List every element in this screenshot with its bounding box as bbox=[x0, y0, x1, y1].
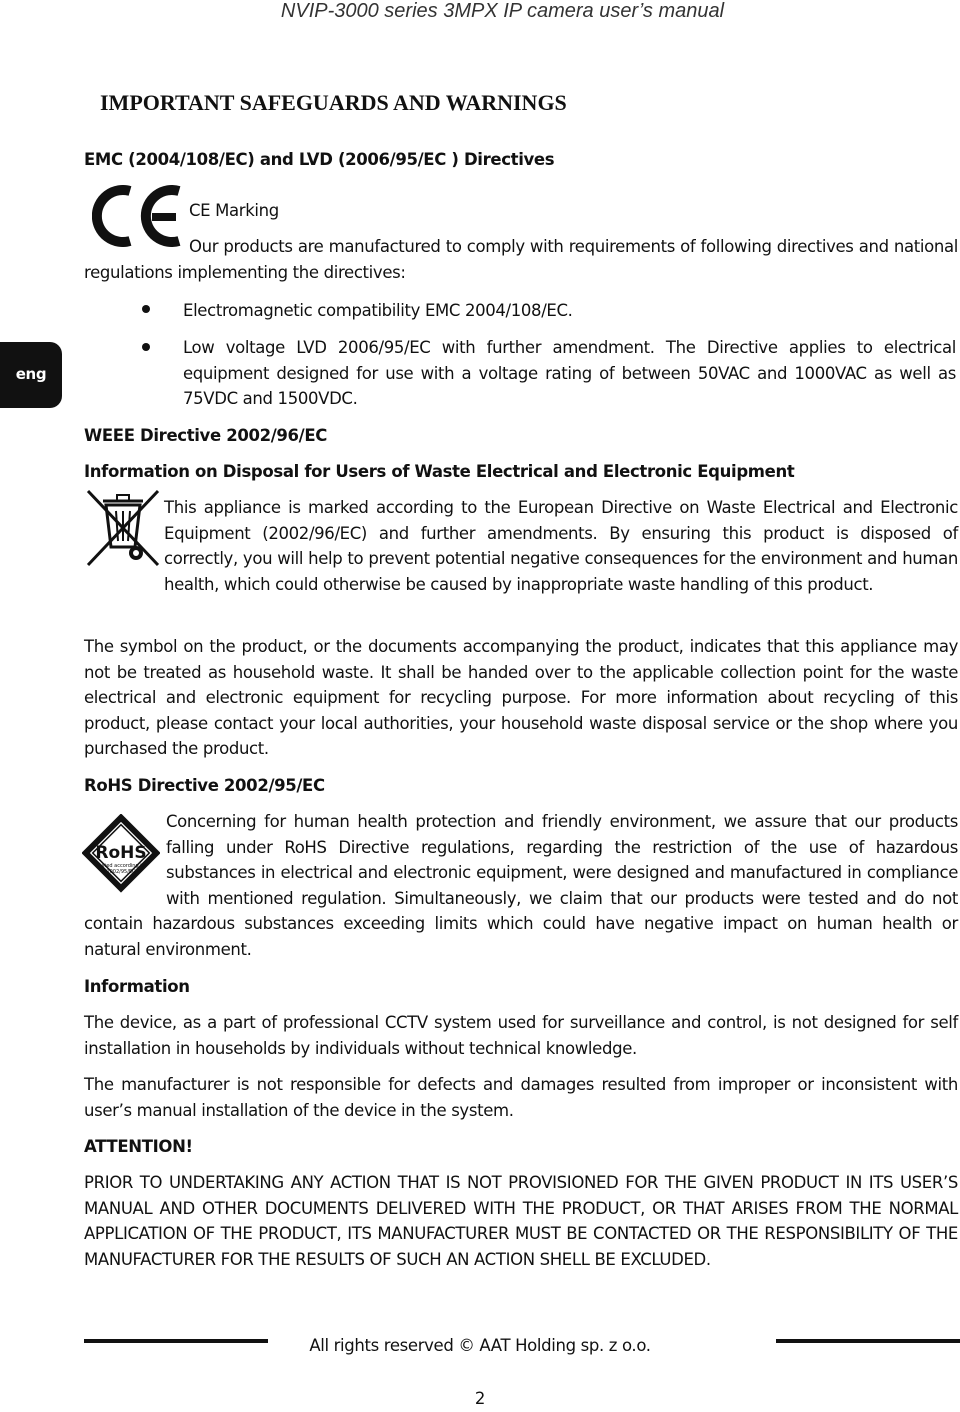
bullet-item-lvd: Low voltage LVD 2006/95/EC with further amendment. The Directive applies to electrical equipment designed for use with a voltage rating of between 50VAC and 1000VAC as well as 75VDC and 1500VDC. bbox=[183, 338, 956, 409]
information-heading: Information bbox=[84, 977, 190, 996]
weee-icon-wrap-spacer bbox=[84, 495, 164, 572]
rohs-logo-text: RoHS bbox=[95, 843, 147, 863]
rohs-heading: RoHS Directive 2002/95/EC bbox=[84, 776, 325, 795]
weee-paragraph-2: The symbol on the product, or the documents accompanying the product, indicates that this appliance may not be treated as household waste. It shall be handed over to the applicable collection point for the waste electrical and electronic equipment for recycling purpose. For more information about recycling of this product, please contact your local authorities, your household waste disposal service or the shop where you purchased the product. bbox=[84, 637, 958, 759]
information-paragraph-1: The device, as a part of professional CCTV system used for surveillance and control, is not designed for self installation in households by individuals without technical knowledge. bbox=[84, 1013, 958, 1058]
rohs-logo-small-1: tested according to bbox=[96, 863, 146, 869]
language-tab: eng bbox=[0, 342, 62, 408]
weee-paragraph-1-text: This appliance is marked according to the European Directive on Waste Electrical and Electronic Equipment (2002/96/EC) and further amendments. By ensuring this product is disposed of correctly, you will help to prevent potential negative consequences for the environment and human health, which could otherwise be caused by inappropriate waste handling of this product. bbox=[164, 498, 958, 594]
rohs-icon-wrap-spacer bbox=[84, 809, 166, 909]
emc-heading: EMC (2004/108/EC) and LVD (2006/95/EC ) Directives bbox=[84, 150, 555, 169]
attention-paragraph: PRIOR TO UNDERTAKING ANY ACTION THAT IS NOT PROVISIONED FOR THE GIVEN PRODUCT IN ITS USER’S MANUAL AND OTHER DOCUMENTS DELIVERED WITH THE PRODUCT, OR THAT ARISES FROM THE NORMAL APPLICATION OF THE PRODUCT, ITS MANUFACTURER MUST BE CONTACTED OR THE RESPONSIBILITY OF THE MANUFACTURER FOR THE RESULTS OF SUCH AN ACTION SHELL BE EXCLUDED. bbox=[84, 1173, 958, 1269]
emc-intro: Our products are manufactured to comply with requirements of following directives and national regulations implementing the directives: bbox=[84, 237, 958, 282]
rohs-logo-small-2: 2002/95/EC bbox=[106, 869, 136, 875]
weee-heading: WEEE Directive 2002/96/EC bbox=[84, 426, 328, 445]
manual-title: NVIP-3000 series 3MPX IP camera user’s manual bbox=[280, 0, 725, 22]
weee-paragraph-1 bbox=[84, 495, 958, 597]
footer-rights: All rights reserved © AAT Holding sp. z o.o. bbox=[309, 1336, 651, 1355]
information-paragraph-2: The manufacturer is not responsible for defects and damages resulted from improper or inconsistent with user’s manual installation of the device in the system. bbox=[84, 1075, 958, 1120]
attention-heading: ATTENTION! bbox=[84, 1137, 193, 1156]
page-number: 2 bbox=[474, 1389, 486, 1408]
ce-marking-label: CE Marking bbox=[189, 201, 279, 220]
weee-subheading: Information on Disposal for Users of Waste Electrical and Electronic Equipment bbox=[84, 462, 795, 481]
rohs-paragraph bbox=[84, 809, 958, 963]
page-title: IMPORTANT SAFEGUARDS AND WARNINGS bbox=[100, 90, 567, 115]
bullet-item-emc: Electromagnetic compatibility EMC 2004/108/EC. bbox=[183, 301, 573, 320]
rohs-paragraph-text: Concerning for human health protection and friendly environment, we assure that our products falling under RoHS Directive regulations, regarding the restriction of the use of hazardous substances in electrical and electronic equipment, were designed and manufactured in compliance with mentioned regulation. Simultaneously, we claim that our products were tested and do not contain hazardous substances exceeding limits which could have negative impact on human health or natural environment. bbox=[84, 812, 958, 959]
running-header bbox=[0, 0, 960, 23]
